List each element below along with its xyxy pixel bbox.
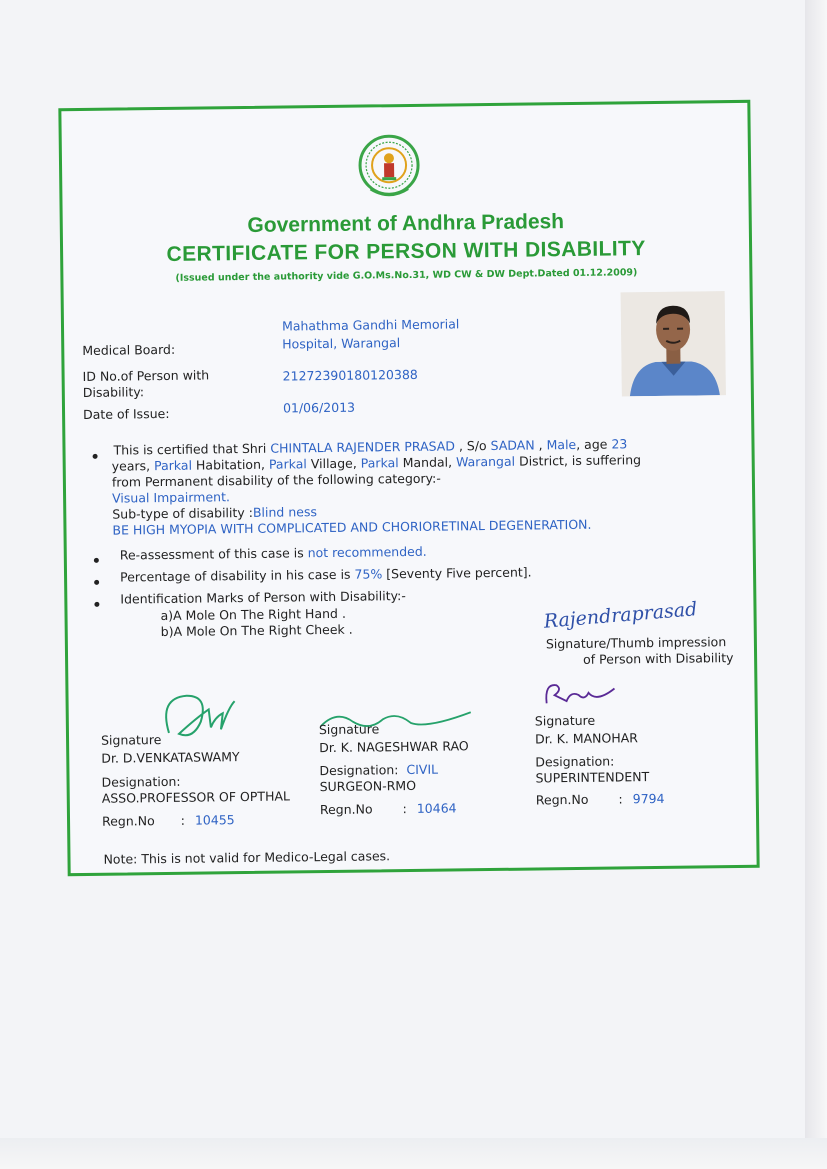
signatory-1-regn-number: 10455 (194, 812, 235, 828)
regn-separator: : (618, 791, 623, 807)
reassessment-line (120, 544, 427, 564)
signatory-2-signature-label: Signature (318, 721, 380, 738)
certification-line-3: from Permanent disability of the following category:- (111, 470, 441, 490)
bullet-icon (94, 558, 99, 563)
signatory-1-name: Dr. D.VENKATASWAMY (101, 749, 240, 766)
disability-category: Visual Impairment. (112, 489, 230, 506)
text-fragment: This is certified that Shri (113, 440, 271, 458)
text-fragment: , (534, 437, 547, 453)
issued-under-authority: (Issued under the authority vide G.O.Ms.No.31, WD CW & DW Dept.Dated 01.12.2009) (175, 267, 638, 284)
regn-separator: : (402, 801, 407, 817)
mandal-value: Parkal (360, 455, 399, 471)
person-signature-caption-line2: of Person with Disability (583, 650, 734, 667)
signatory-2-designation (319, 762, 438, 779)
text-fragment: , age (576, 436, 612, 452)
regn-label: Regn.No (101, 813, 155, 829)
signatory-3-regn-number: 9794 (632, 790, 665, 807)
signature-scribble-1-icon (148, 687, 249, 748)
date-of-issue-label: Date of Issue: (82, 405, 170, 422)
medico-legal-note: Note: This is not valid for Medico-Legal cases. (103, 848, 391, 867)
designation-label: Designation: (319, 762, 399, 779)
diagnosis-text: BE HIGH MYOPIA WITH COMPLICATED AND CHORIORETINAL DEGENERATION. (112, 516, 592, 538)
signatory-2-regn-number: 10464 (416, 800, 457, 816)
person-photo-icon (621, 291, 726, 396)
signatory-2-designation-line2: SURGEON-RMO (319, 777, 417, 795)
reassessment-value: not recommended. (307, 543, 427, 561)
person-photo (621, 291, 726, 396)
regn-label: Regn.No (535, 791, 589, 808)
certificate-title: CERTIFICATE FOR PERSON WITH DISABILITY (166, 237, 646, 266)
identification-mark-a: a)A Mole On The Right Hand . (160, 605, 346, 624)
signatory-3-signature-label: Signature (534, 712, 596, 729)
gender-value: Male (546, 436, 577, 453)
regn-separator: : (180, 812, 186, 828)
state-emblem-icon (358, 131, 421, 206)
signatory-2-designation-line1: CIVIL (406, 761, 439, 778)
id-label-line2: Disability: (82, 384, 145, 400)
regn-label: Regn.No (319, 801, 373, 818)
signatory-2-regn (320, 800, 457, 818)
id-number-value: 21272390180120388 (282, 366, 418, 384)
age-value: 23 (611, 436, 628, 452)
signatory-1-designation-label: Designation: (101, 773, 181, 790)
text-fragment: , S/o (454, 438, 491, 454)
medical-board-value-line1: Mahathma Gandhi Memorial (281, 316, 460, 334)
signature-scribble-3-icon (540, 676, 620, 711)
certificate-frame (58, 100, 759, 876)
percentage-line (120, 565, 532, 586)
bullet-icon (94, 602, 99, 607)
scanner-page-edge (805, 0, 827, 1169)
text-fragment: Habitation, (191, 456, 269, 473)
text-fragment: Mandal, (398, 454, 457, 471)
medical-board-value-line2: Hospital, Warangal (282, 335, 401, 352)
percentage-label: Percentage of disability in his case is (119, 566, 355, 585)
scanner-bottom-edge (0, 1138, 827, 1169)
signatory-3-name: Dr. K. MANOHAR (534, 730, 639, 747)
percentage-value: 75% (354, 566, 383, 582)
subtype-label: Sub-type of disability : (112, 504, 254, 522)
signatory-1-signature-label: Signature (100, 732, 162, 748)
village-value: Parkal (268, 456, 307, 472)
reassessment-label: Re-assessment of this case is (119, 545, 308, 563)
date-of-issue-value: 01/06/2013 (282, 399, 356, 416)
text-fragment: years, (111, 458, 155, 474)
text-fragment: Village, (306, 455, 361, 472)
signatory-3-designation: SUPERINTENDENT (535, 769, 650, 786)
id-label-line1: ID No.of Person with (82, 367, 210, 384)
signatory-2-name: Dr. K. NAGESHWAR RAO (319, 738, 469, 756)
district-value: Warangal (455, 453, 516, 470)
person-signature-caption-line1: Signature/Thumb impression (545, 634, 727, 652)
identification-label: Identification Marks of Person with Disability:- (120, 588, 406, 607)
person-name: CHINTALA RAJENDER PRASAD (270, 438, 456, 456)
identification-mark-b: b)A Mole On The Right Cheek . (160, 621, 353, 640)
government-title: Government of Andhra Pradesh (247, 210, 565, 237)
father-name: SADAN (490, 437, 535, 453)
certification-paragraph (113, 435, 734, 539)
habitation-value: Parkal (153, 457, 193, 474)
signatory-1-regn (102, 812, 235, 830)
signatory-3-designation-label: Designation: (535, 753, 615, 770)
bullet-icon (93, 454, 98, 459)
signatory-3-regn (536, 791, 665, 809)
text-fragment: District, is suffering (514, 452, 642, 469)
disability-certificate (58, 100, 759, 876)
medical-board-label: Medical Board: (82, 341, 176, 358)
bullet-icon (94, 580, 99, 585)
signatory-1-designation: ASSO.PROFESSOR OF OPTHAL (101, 788, 291, 806)
person-handwritten-signature: Rajendraprasad (542, 598, 699, 633)
subtype-value: Blind ness (252, 504, 318, 520)
percentage-words: [Seventy Five percent]. (382, 564, 532, 582)
